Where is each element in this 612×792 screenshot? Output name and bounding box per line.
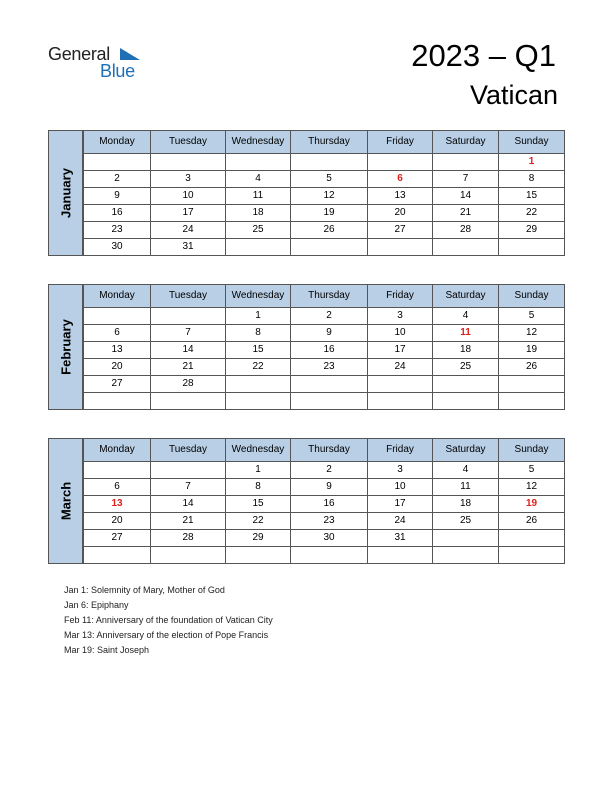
weekday-header-row: [84, 439, 565, 462]
empty-day-cell: [433, 547, 499, 564]
weekday-header: Sunday: [499, 439, 565, 462]
day-cell: 19: [499, 496, 565, 513]
day-cell: 21: [151, 359, 226, 376]
week-row: [84, 376, 565, 393]
empty-day-cell: [291, 376, 368, 393]
week-row: [84, 530, 565, 547]
weekday-header: Saturday: [433, 131, 499, 154]
weekday-header: Friday: [368, 131, 433, 154]
empty-day-cell: [368, 393, 433, 410]
week-row: [84, 308, 565, 325]
day-cell: 2: [291, 462, 368, 479]
day-cell: 22: [226, 513, 291, 530]
week-row: [84, 393, 565, 410]
empty-day-cell: [499, 239, 565, 256]
empty-day-cell: [226, 154, 291, 171]
day-cell: 19: [291, 205, 368, 222]
day-cell: 6: [368, 171, 433, 188]
empty-day-cell: [226, 393, 291, 410]
day-cell: 18: [433, 342, 499, 359]
empty-day-cell: [368, 376, 433, 393]
day-cell: 17: [368, 342, 433, 359]
calendar-table: [83, 438, 565, 564]
day-cell: 18: [226, 205, 291, 222]
day-cell: 25: [433, 513, 499, 530]
day-cell: 23: [84, 222, 151, 239]
day-cell: 12: [499, 479, 565, 496]
weekday-header: Tuesday: [151, 131, 226, 154]
day-cell: 21: [433, 205, 499, 222]
empty-day-cell: [151, 462, 226, 479]
week-row: [84, 154, 565, 171]
day-cell: 7: [151, 479, 226, 496]
weekday-header: Monday: [84, 285, 151, 308]
weekday-header: Friday: [368, 439, 433, 462]
day-cell: 17: [151, 205, 226, 222]
day-cell: 7: [433, 171, 499, 188]
day-cell: 14: [433, 188, 499, 205]
day-cell: 30: [84, 239, 151, 256]
logo-triangle-icon: [120, 48, 140, 60]
day-cell: 26: [499, 359, 565, 376]
empty-day-cell: [151, 154, 226, 171]
holiday-notes: [64, 583, 273, 658]
month-label: [48, 284, 83, 410]
weekday-header-row: [84, 131, 565, 154]
day-cell: 3: [151, 171, 226, 188]
day-cell: 13: [368, 188, 433, 205]
day-cell: 10: [151, 188, 226, 205]
day-cell: 24: [368, 359, 433, 376]
day-cell: 5: [499, 308, 565, 325]
week-row: [84, 359, 565, 376]
day-cell: 25: [226, 222, 291, 239]
day-cell: 16: [291, 342, 368, 359]
empty-day-cell: [433, 393, 499, 410]
day-cell: 8: [226, 325, 291, 342]
empty-day-cell: [151, 308, 226, 325]
day-cell: 25: [433, 359, 499, 376]
day-cell: 10: [368, 325, 433, 342]
day-cell: 6: [84, 325, 151, 342]
weekday-header: Wednesday: [226, 131, 291, 154]
weekday-header: Thursday: [291, 285, 368, 308]
day-cell: 16: [84, 205, 151, 222]
empty-day-cell: [84, 154, 151, 171]
day-cell: 26: [291, 222, 368, 239]
week-row: [84, 513, 565, 530]
country-title: Vatican: [469, 80, 558, 110]
day-cell: 17: [368, 496, 433, 513]
week-row: [84, 496, 565, 513]
page-title: 2023 – Q1: [411, 38, 556, 73]
day-cell: 29: [499, 222, 565, 239]
empty-day-cell: [291, 547, 368, 564]
empty-day-cell: [368, 239, 433, 256]
empty-day-cell: [291, 239, 368, 256]
brand-logo: [48, 44, 168, 84]
day-cell: 2: [84, 171, 151, 188]
holiday-note: Mar 19: Saint Joseph: [64, 645, 150, 655]
day-cell: 23: [291, 359, 368, 376]
empty-day-cell: [368, 154, 433, 171]
day-cell: 19: [499, 342, 565, 359]
logo-text-general: General: [48, 44, 110, 64]
calendar-table: [83, 284, 565, 410]
holiday-note: Jan 6: Epiphany: [64, 600, 129, 610]
day-cell: 4: [433, 462, 499, 479]
day-cell: 12: [291, 188, 368, 205]
day-cell: 10: [368, 479, 433, 496]
weekday-header-row: [84, 285, 565, 308]
day-cell: 1: [226, 308, 291, 325]
empty-day-cell: [151, 547, 226, 564]
empty-day-cell: [226, 239, 291, 256]
weekday-header: Tuesday: [151, 439, 226, 462]
day-cell: 21: [151, 513, 226, 530]
weekday-header: Thursday: [291, 439, 368, 462]
day-cell: 11: [433, 325, 499, 342]
day-cell: 16: [291, 496, 368, 513]
day-cell: 13: [84, 342, 151, 359]
day-cell: 27: [368, 222, 433, 239]
week-row: [84, 547, 565, 564]
empty-day-cell: [151, 393, 226, 410]
weekday-header: Wednesday: [226, 285, 291, 308]
day-cell: 31: [368, 530, 433, 547]
empty-day-cell: [433, 239, 499, 256]
day-cell: 4: [433, 308, 499, 325]
week-row: [84, 325, 565, 342]
weekday-header: Wednesday: [226, 439, 291, 462]
day-cell: 5: [291, 171, 368, 188]
empty-day-cell: [84, 308, 151, 325]
day-cell: 26: [499, 513, 565, 530]
weekday-header: Sunday: [499, 285, 565, 308]
empty-day-cell: [226, 376, 291, 393]
empty-day-cell: [84, 462, 151, 479]
day-cell: 23: [291, 513, 368, 530]
day-cell: 22: [226, 359, 291, 376]
day-cell: 20: [368, 205, 433, 222]
weekday-header: Saturday: [433, 439, 499, 462]
day-cell: 12: [499, 325, 565, 342]
day-cell: 11: [226, 188, 291, 205]
logo-text-blue: Blue: [100, 61, 135, 81]
empty-day-cell: [499, 393, 565, 410]
day-cell: 30: [291, 530, 368, 547]
week-row: [84, 479, 565, 496]
week-row: [84, 239, 565, 256]
holiday-note: Feb 11: Anniversary of the foundation of Vatican City: [64, 615, 273, 625]
empty-day-cell: [84, 393, 151, 410]
empty-day-cell: [291, 393, 368, 410]
day-cell: 9: [291, 479, 368, 496]
month-name: January: [58, 168, 73, 218]
weekday-header: Friday: [368, 285, 433, 308]
day-cell: 4: [226, 171, 291, 188]
week-row: [84, 171, 565, 188]
day-cell: 7: [151, 325, 226, 342]
day-cell: 3: [368, 308, 433, 325]
month-name: March: [58, 481, 73, 521]
month-label: [48, 130, 83, 256]
day-cell: 2: [291, 308, 368, 325]
holiday-note: Jan 1: Solemnity of Mary, Mother of God: [64, 585, 225, 595]
empty-day-cell: [226, 547, 291, 564]
day-cell: 13: [84, 496, 151, 513]
day-cell: 24: [151, 222, 226, 239]
day-cell: 14: [151, 342, 226, 359]
day-cell: 28: [151, 530, 226, 547]
week-row: [84, 205, 565, 222]
weekday-header: Thursday: [291, 131, 368, 154]
day-cell: 28: [433, 222, 499, 239]
day-cell: 11: [433, 479, 499, 496]
month-name: February: [58, 319, 73, 375]
holiday-note: Mar 13: Anniversary of the election of Pope Francis: [64, 630, 269, 640]
weekday-header: Tuesday: [151, 285, 226, 308]
day-cell: 18: [433, 496, 499, 513]
weekday-header: Monday: [84, 131, 151, 154]
empty-day-cell: [499, 530, 565, 547]
week-row: [84, 222, 565, 239]
weekday-header: Monday: [84, 439, 151, 462]
day-cell: 24: [368, 513, 433, 530]
empty-day-cell: [291, 154, 368, 171]
week-row: [84, 342, 565, 359]
empty-day-cell: [499, 376, 565, 393]
day-cell: 22: [499, 205, 565, 222]
empty-day-cell: [368, 547, 433, 564]
day-cell: 9: [291, 325, 368, 342]
day-cell: 5: [499, 462, 565, 479]
empty-day-cell: [433, 530, 499, 547]
day-cell: 27: [84, 530, 151, 547]
day-cell: 1: [226, 462, 291, 479]
day-cell: 28: [151, 376, 226, 393]
week-row: [84, 188, 565, 205]
empty-day-cell: [84, 547, 151, 564]
empty-day-cell: [433, 154, 499, 171]
day-cell: 20: [84, 513, 151, 530]
week-row: [84, 462, 565, 479]
day-cell: 15: [226, 496, 291, 513]
day-cell: 15: [499, 188, 565, 205]
day-cell: 14: [151, 496, 226, 513]
day-cell: 1: [499, 154, 565, 171]
empty-day-cell: [433, 376, 499, 393]
weekday-header: Sunday: [499, 131, 565, 154]
day-cell: 3: [368, 462, 433, 479]
day-cell: 31: [151, 239, 226, 256]
day-cell: 27: [84, 376, 151, 393]
day-cell: 15: [226, 342, 291, 359]
month-label: [48, 438, 83, 564]
day-cell: 29: [226, 530, 291, 547]
day-cell: 8: [499, 171, 565, 188]
calendar-table: [83, 130, 565, 256]
day-cell: 9: [84, 188, 151, 205]
day-cell: 6: [84, 479, 151, 496]
day-cell: 8: [226, 479, 291, 496]
empty-day-cell: [499, 547, 565, 564]
weekday-header: Saturday: [433, 285, 499, 308]
day-cell: 20: [84, 359, 151, 376]
